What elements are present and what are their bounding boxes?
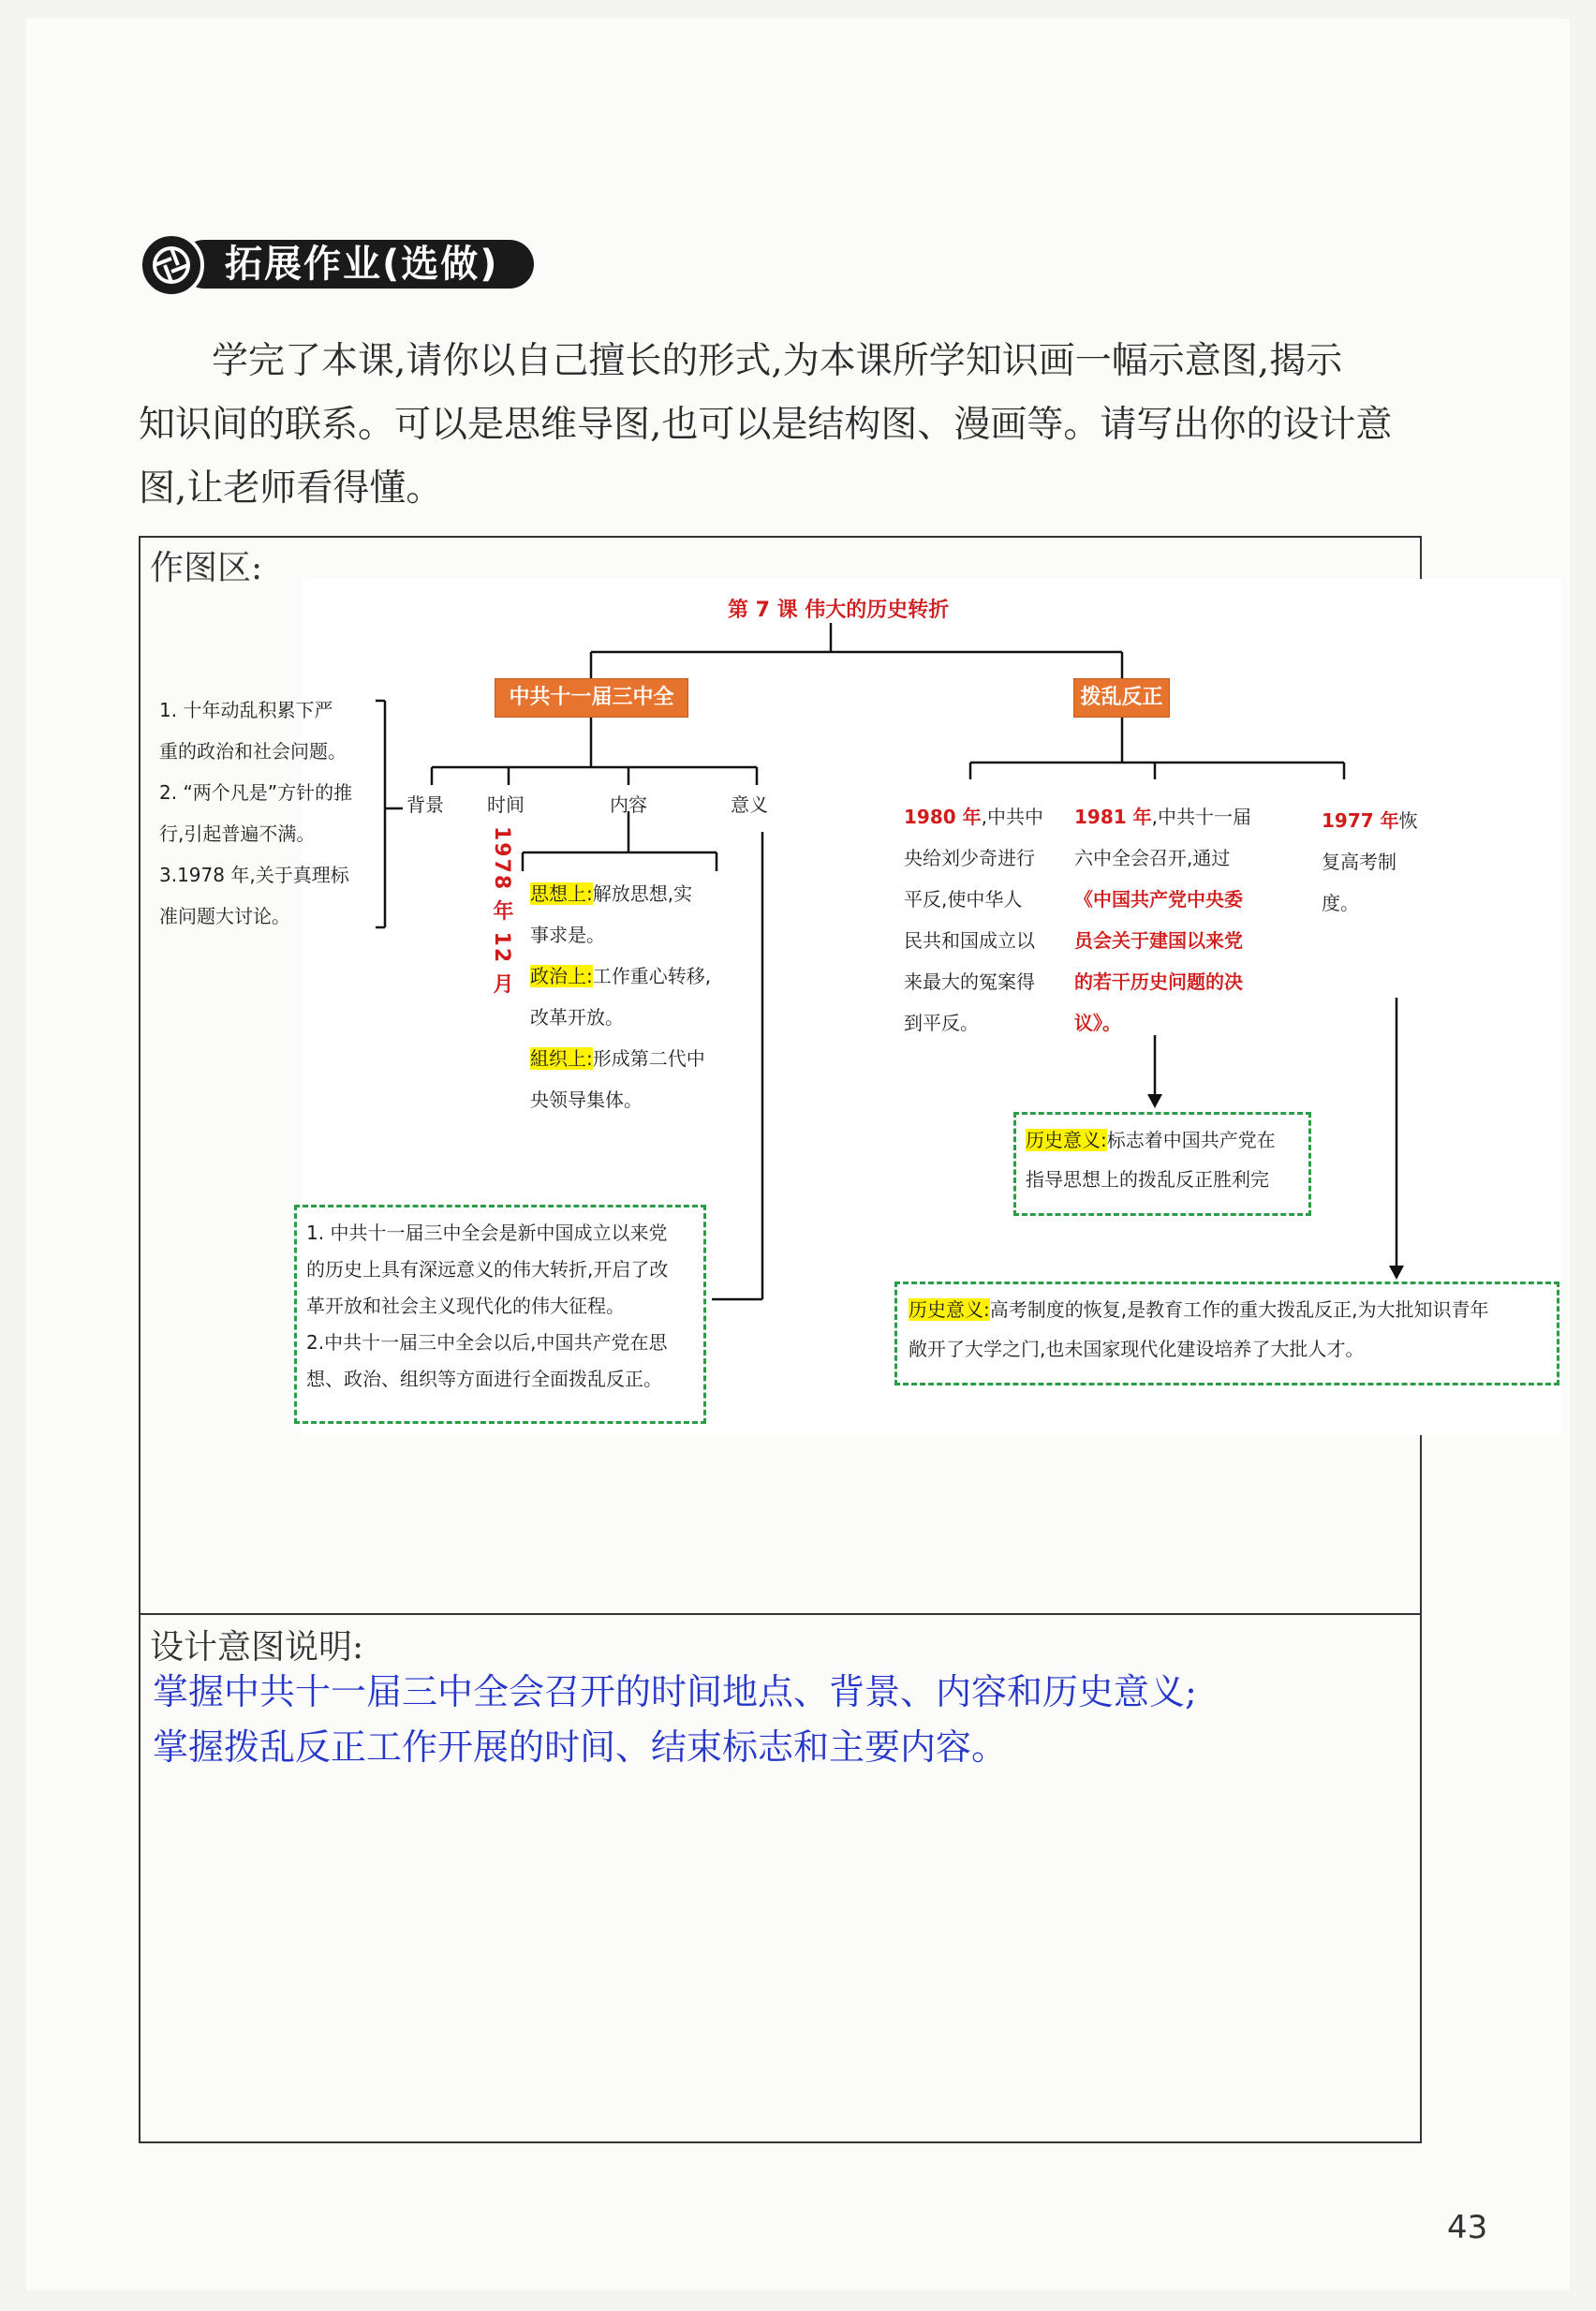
event-1980-line: 央给刘少奇进行 <box>904 847 1035 869</box>
content-item-cont: 事求是。 <box>530 924 605 946</box>
event-1981-resolution: 的若干历史问题的决 <box>1074 970 1243 993</box>
event-1981-text: ,中共十一届 <box>1151 806 1251 828</box>
event-1977-line <box>1322 800 1434 841</box>
section-header <box>139 232 538 298</box>
event-1981-resolution: 议》。 <box>1074 1012 1121 1034</box>
background-line: 3.1978 年,关于真理标 <box>159 864 349 886</box>
branch-significance: 意义 <box>731 793 768 816</box>
content-tag: 政治上: <box>530 965 593 987</box>
frame-divider <box>139 1613 1422 1615</box>
background-line: 准问题大讨论。 <box>159 905 290 927</box>
design-intent-line-2: 掌握拨乱反正工作开展的时间、结束标志和主要内容。 <box>153 1726 1008 1768</box>
branch-time: 时间 <box>487 793 525 816</box>
intro-line-1: 学完了本课,请你以自己擅长的形式,为本课所学知识画一幅示意图,揭示 <box>212 340 1343 382</box>
event-1980-line: 来最大的冤案得 <box>904 970 1035 993</box>
branch-content: 内容 <box>610 793 647 816</box>
event-1981-year: 1981 年 <box>1074 806 1152 828</box>
page-number: 43 <box>1447 2209 1488 2246</box>
event-1980-year: 1980 年 <box>904 806 982 828</box>
meaning-tag: 历史意义: <box>1026 1129 1107 1151</box>
background-list <box>159 689 379 937</box>
aperture-icon <box>139 232 204 298</box>
background-line: 行,引起普遍不满。 <box>159 822 316 845</box>
meaning-line <box>1026 1120 1299 1160</box>
meaning-line: 指导思想上的拨乱反正胜利完 <box>1026 1168 1269 1191</box>
event-1981-line <box>1074 796 1262 837</box>
meaning-text: 高考制度的恢复,是教育工作的重大拨乱反正,为大批知识青年 <box>989 1298 1489 1321</box>
content-item <box>530 1038 755 1079</box>
node-bring-order: 拨乱反正 <box>1073 678 1170 718</box>
event-1981-line: 六中全会召开,通过 <box>1074 847 1231 869</box>
intro-line-2: 知识间的联系。可以是思维导图,也可以是结构图、漫画等。请写出你的设计意 <box>139 404 1393 446</box>
background-line: 1. 十年动乱积累下严 <box>159 699 333 721</box>
significance-line: 2.中共十一届三中全会以后,中国共产党在思 <box>306 1331 668 1354</box>
event-1980-text: ,中共中 <box>981 806 1043 828</box>
event-1981-resolution: 员会关于建国以来党 <box>1074 929 1243 952</box>
content-tag: 組织上: <box>530 1047 593 1070</box>
significance-line: 想、政治、组织等方面进行全面拨乱反正。 <box>306 1368 662 1390</box>
draw-area-label: 作图区: <box>150 549 263 587</box>
event-1981 <box>1074 796 1262 1044</box>
background-line: 重的政治和社会问题。 <box>159 740 347 763</box>
content-text: 形成第二代中 <box>592 1047 705 1070</box>
content-text: 解放思想,实 <box>592 882 693 905</box>
mind-map-diagram <box>159 579 1561 1435</box>
branch-background: 背景 <box>406 793 444 816</box>
significance-box <box>294 1205 706 1424</box>
significance-line: 的历史上具有深远意义的伟大转折,开启了改 <box>306 1258 669 1281</box>
background-line: 2. “两个凡是”方针的推 <box>159 781 353 804</box>
event-1977 <box>1322 800 1434 924</box>
significance-line: 革开放和社会主义现代化的伟大征程。 <box>306 1295 625 1317</box>
content-item-cont: 改革开放。 <box>530 1006 624 1029</box>
content-text: 工作重心转移, <box>592 965 712 987</box>
diagram-title: 第 7 课 伟大的历史转折 <box>728 599 950 622</box>
event-1977-year: 1977 年 <box>1322 809 1399 832</box>
section-title: 拓展作业(选做) <box>225 243 499 286</box>
meaning-text: 标志着中国共产党在 <box>1106 1129 1276 1151</box>
intro-paragraph <box>139 330 1431 521</box>
content-list <box>530 873 755 1120</box>
event-1980 <box>904 796 1044 1044</box>
event-1977-line: 复高考制 <box>1322 851 1396 873</box>
content-item-cont: 央领导集体。 <box>530 1089 643 1111</box>
event-1980-line: 民共和国成立以 <box>904 929 1035 952</box>
content-item <box>530 956 755 997</box>
meaning-line <box>909 1290 1545 1329</box>
event-1980-line: 平反,使中华人 <box>904 888 1023 911</box>
event-1981-resolution: 《中国共产党中央委 <box>1074 888 1243 911</box>
event-1977-text: 恢 <box>1398 809 1418 832</box>
design-intent-label: 设计意图说明: <box>150 1628 364 1667</box>
event-1977-line: 度。 <box>1322 892 1359 914</box>
event-1980-line <box>904 796 1044 837</box>
content-item <box>530 873 755 914</box>
content-tag: 思想上: <box>530 882 593 905</box>
meaning-tag: 历史意义: <box>909 1298 990 1321</box>
meaning-box-1981 <box>1013 1112 1311 1216</box>
event-1980-line: 到平反。 <box>904 1012 979 1034</box>
design-intent-line-1: 掌握中共十一届三中全会召开的时间地点、背景、内容和历史意义; <box>153 1671 1197 1712</box>
significance-line: 1. 中共十一届三中全会是新中国成立以来党 <box>306 1222 668 1244</box>
time-value: 1978 年 12 月 <box>490 826 513 996</box>
intro-line-3: 图,让老师看得懂。 <box>139 467 443 510</box>
node-third-plenum: 中共十一届三中全 <box>495 678 688 718</box>
meaning-line: 敞开了大学之门,也未国家现代化建设培养了大批人才。 <box>909 1338 1365 1360</box>
meaning-box-1977 <box>894 1281 1559 1385</box>
